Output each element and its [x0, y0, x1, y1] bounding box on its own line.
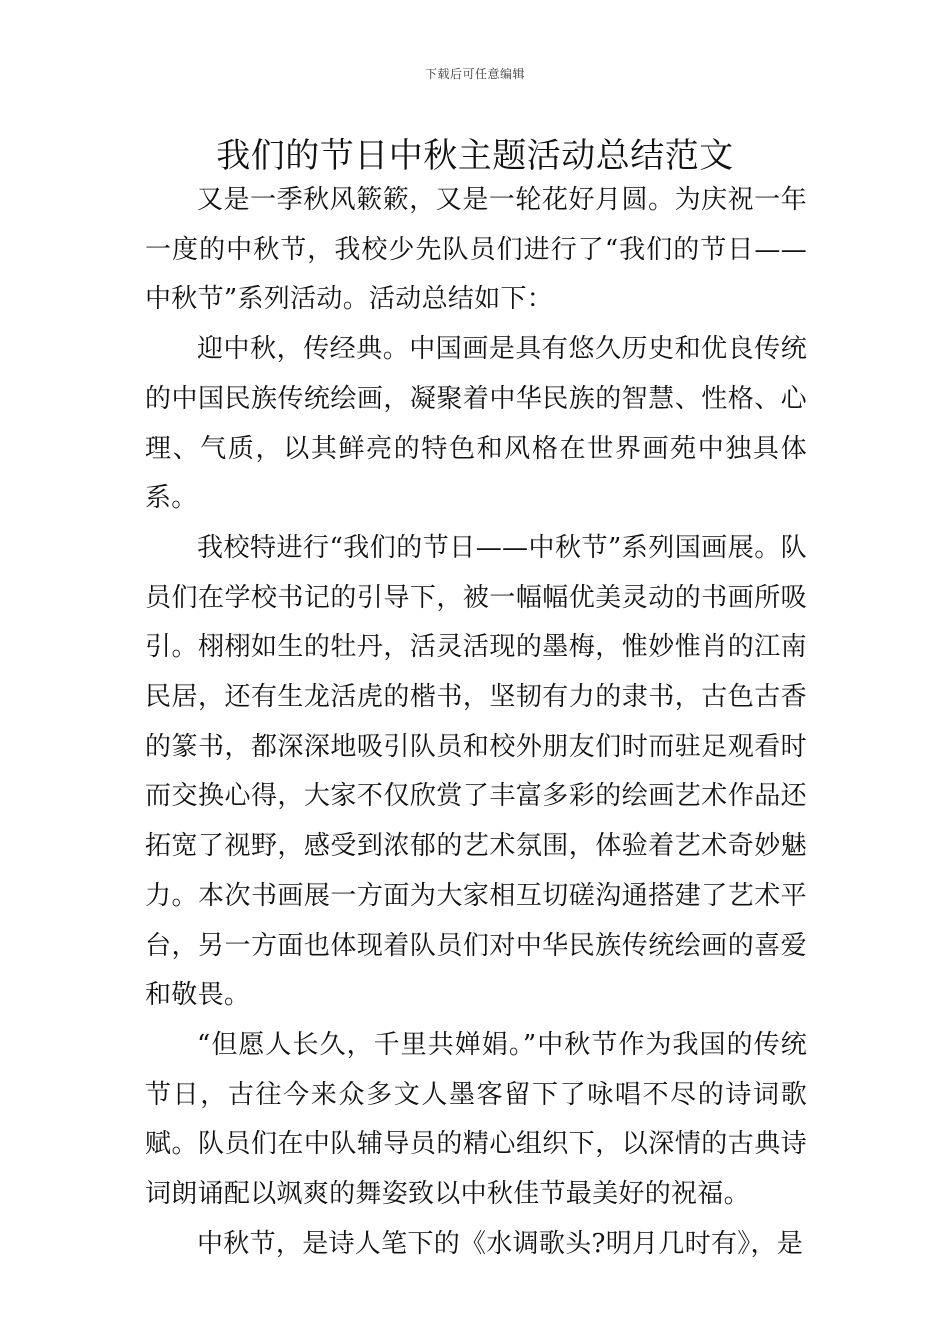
paragraph-exhibition: 我校特进行“我们的节日——中秋节”系列国画展。队员们在学校书记的引导下，被一幅幅优美灵动的书画所吸引。栩栩如生的牡丹，活灵活现的墨梅，惟妙惟肖的江南民居，还有生龙活虎的楷书，坚韧有力的隶书，古色古香的篆书，都深深地吸引队员和校外朋友们时而驻足观看时而交换心得，大家不仅欣赏了丰富多彩的绘画艺术作品还拓宽了视野，感受到浓郁的艺术氛围，体验着艺术奇妙魅力。本次书画展一方面为大家相互切磋沟通搭建了艺术平台，另一方面也体现着队员们对中华民族传统绘画的喜爱和敬畏。 — [145, 532, 807, 1011]
document-title: 我们的节日中秋主题活动总结范文 — [216, 136, 734, 176]
document-body — [145, 176, 807, 1269]
paragraph-poetry: “但愿人长久，千里共婵娟。”中秋节作为我国的传统节日，古往今来众多文人墨客留下了咏唱不尽的诗词歌赋。队员们在中队辅导员的精心组织下，以深情的古典诗词朗诵配以飒爽的舞姿致以中秋佳节最美好的祝福。 — [145, 1029, 807, 1210]
paragraph-closing: 中秋节，是诗人笔下的《水调歌头?明月几时有》，是 — [197, 1228, 804, 1259]
paragraph-intro: 又是一季秋风簌簌，又是一轮花好月圆。为庆祝一年一度的中秋节，我校少先队员们进行了“我们的节日——中秋节”系列活动。活动总结如下： — [145, 185, 807, 315]
header-note: 下载后可任意编辑 — [424, 67, 525, 81]
paragraph-painting: 迎中秋，传经典。中国画是具有悠久历史和优良传统的中国民族传统绘画，凝聚着中华民族的智慧、性格、心理、气质，以其鲜亮的特色和风格在世界画苑中独具体系。 — [145, 334, 807, 514]
